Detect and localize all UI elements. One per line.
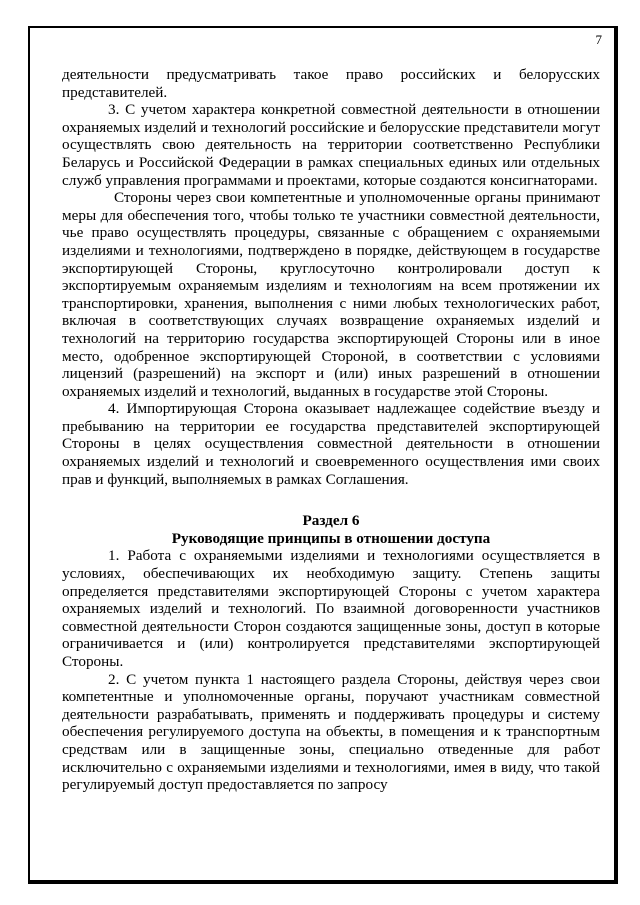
paragraph-clause-4: 4. Импортирующая Сторона оказывает надлежащее содействие въезду и пребыванию на территории ее государства представителей экспортирующей Стороны в целях осуществления совместной деятельности в отношении охраняемых изделий и технологий и своевременного осуществления ими своих прав и функций, выполняемых в рамках Соглашения. [62,400,600,488]
paragraph-parties-measures: Стороны через свои компетентные и уполномоченные органы принимают меры для обеспечения того, чтобы только те участники совместной деятельности, чье право осуществлять процедуры, связанные с обращением с охраняемыми изделиями и технологиями, подтверждено в порядке, действующем в государстве экспортирующей Стороны, круглосуточно контролировали доступ к экспортируемым охраняемым изделиям и технологиям на всем протяжении их транспортировки, хранения, выполнения с ними любых технологических работ, включая в соответствующих случаях возвращение охраняемых изделий и технологий на территорию государства экспортирующей Стороны или в иное место, одобренное экспортирующей Стороной, в соответствии с условиями лицензий (разрешений) на экспорт и (или) иных разрешений в отношении охраняемых изделий и технологий, выданных в государстве этой Стороны. [62,189,600,400]
paragraph-continuation: деятельности предусматривать такое право российских и белорусских представителей. [62,66,600,101]
paragraph-section6-clause-1: 1. Работа с охраняемыми изделиями и технологиями осуществляется в условиях, обеспечивающих их необходимую защиту. Степень защиты определяется представителями экспортирующей Стороны с учетом характера охраняемых изделий и технологий. По взаимной договоренности участников совместной деятельности Сторон создаются защищенные зоны, доступ в которые ограничивается и (или) контролируется представителями экспортирующей Стороны. [62,547,600,670]
section-spacer [62,488,600,512]
page-number: 7 [595,32,602,47]
section-label: Раздел 6 [302,512,360,530]
page-frame [28,26,618,884]
paragraph-section6-clause-2: 2. С учетом пункта 1 настоящего раздела Стороны, действуя через свои компетентные и уполномоченные органы, поручают участникам совместной деятельности разрабатывать, применять и поддерживать процедуры и систему обеспечения регулируемого доступа на объекты, в помещения и к транспортным средствам или в защищенные зоны, специально отведенные для работ исключительно с охраняемыми изделиями и технологиями, имея в виду, что такой регулируемый доступ предоставляется по запросу [62,670,600,794]
paragraph-clause-3: 3. С учетом характера конкретной совместной деятельности в отношении охраняемых изделий и технологий российские и белорусские представители могут осуществлять свою деятельность на территории соответственно Республики Беларусь и Российской Федерации в рамках специальных единых или отдельных служб управления программами и проектами, которые создаются консигнаторами. [62,101,600,189]
document-body [62,66,600,794]
section-title: Руководящие принципы в отношении доступа [171,529,491,547]
